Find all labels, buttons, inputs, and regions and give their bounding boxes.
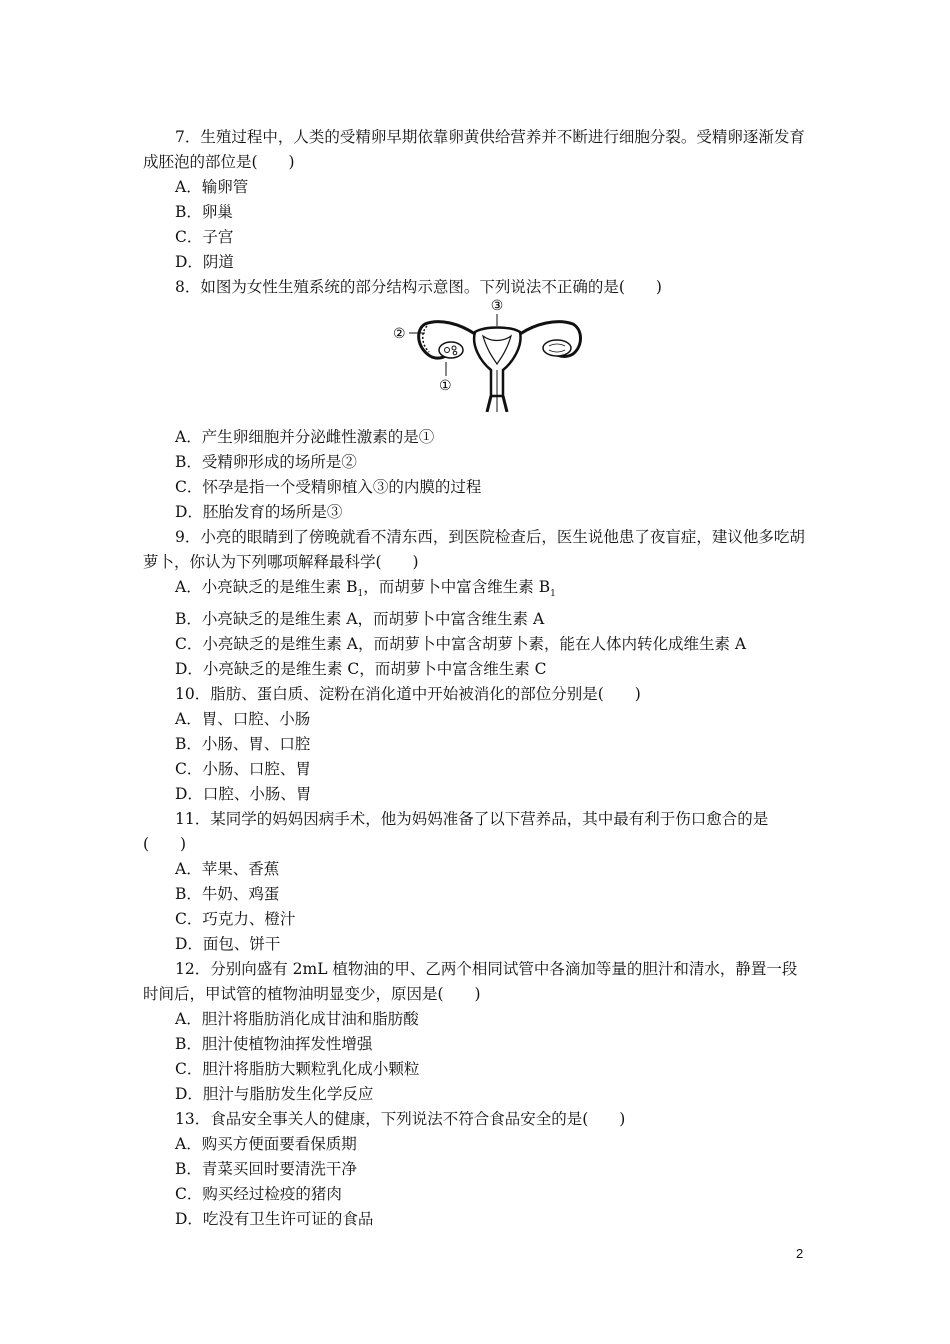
option-a: A．小亮缺乏的是维生素 $B_1$，而胡萝卜中富含维生素 $B_1$ <box>175 578 556 600</box>
figure-label-2: ② <box>393 326 406 342</box>
option-d: D．小亮缺乏的是维生素 C，而胡萝卜中富含维生素 C <box>175 660 547 679</box>
question-stem: 8．如图为女性生殖系统的部分结构示意图。下列说法不正确的是( ) <box>175 278 662 296</box>
option-a: A．输卵管 <box>175 178 249 196</box>
option-c: C．胆汁将脂肪大颗粒乳化成小颗粒 <box>175 1060 420 1079</box>
option-c: C．小亮缺乏的是维生素 A，而胡萝卜中富含胡萝卜素，能在人体内转化成维生素 A <box>175 635 747 654</box>
option-d: D．口腔、小肠、胃 <box>175 785 312 804</box>
option-b: B．青菜买回时要清洗干净 <box>175 1160 357 1179</box>
option-b: B．小亮缺乏的是维生素 A，而胡萝卜中富含维生素 A <box>175 610 545 629</box>
question-11 <box>143 807 810 957</box>
option-b: B．受精卵形成的场所是② <box>175 453 357 471</box>
right-ovary <box>543 340 571 356</box>
option-d: D．阴道 <box>175 253 234 271</box>
questions-9-13 <box>143 525 810 1232</box>
option-c: C．购买经过检疫的猪肉 <box>175 1185 342 1204</box>
option-b: B．牛奶、鸡蛋 <box>175 885 280 904</box>
reproductive-system-figure <box>385 296 600 412</box>
option-b: B．卵巢 <box>175 203 233 221</box>
figure-label-1: ① <box>439 378 452 394</box>
question-12 <box>143 957 810 1107</box>
option-c: C．怀孕是指一个受精卵植入③的内膜的过程 <box>175 478 482 496</box>
option-a: A．苹果、香蕉 <box>175 860 280 879</box>
question-stem: 12．分别向盛有 2mL 植物油的甲、乙两个相同试管中各滴加等量的胆汁和清水，静置一段时间后，甲试管的植物油明显变少，原因是( ) <box>143 960 798 1004</box>
option-d: D．吃没有卫生许可证的食品 <box>175 1210 374 1229</box>
question-7 <box>143 125 810 275</box>
option-a: A．产生卵细胞并分泌雌性激素的是① <box>175 428 435 446</box>
question-stem: 7．生殖过程中，人类的受精卵早期依靠卵黄供给营养并不断进行细胞分裂。受精卵逐渐发育成胚泡的部位是( ) <box>143 128 805 171</box>
option-c: C．子宫 <box>175 228 234 246</box>
question-stem: 11．某同学的妈妈因病手术，他为妈妈准备了以下营养品，其中最有利于伤口愈合的是( ) <box>143 810 769 854</box>
option-a: A．胃、口腔、小肠 <box>175 710 311 729</box>
option-a: A．购买方便面要看保质期 <box>175 1135 357 1154</box>
page-number: 2 <box>796 1246 804 1261</box>
left-ovary <box>439 342 463 358</box>
option-b: B．胆汁使植物油挥发性增强 <box>175 1035 373 1054</box>
question-stem: 9．小亮的眼睛到了傍晚就看不清东西，到医院检查后，医生说他患了夜盲症，建议他多吃胡萝卜，你认为下列哪项解释最科学( ) <box>143 528 805 571</box>
option-c: C．巧克力、橙汁 <box>175 910 296 929</box>
question-stem: 10．脂肪、蛋白质、淀粉在消化道中开始被消化的部位分别是( ) <box>175 685 641 704</box>
option-d: D．面包、饼干 <box>175 935 281 954</box>
option-a: A．胆汁将脂肪消化成甘油和脂肪酸 <box>175 1010 419 1029</box>
question-stem: 13．食品安全事关人的健康，下列说法不符合食品安全的是( ) <box>175 1110 626 1129</box>
option-d: D．胚胎发育的场所是③ <box>175 503 343 521</box>
option-b: B．小肠、胃、口腔 <box>175 735 311 754</box>
figure-label-3: ③ <box>490 298 504 314</box>
option-d: D．胆汁与脂肪发生化学反应 <box>175 1085 374 1104</box>
question-10 <box>143 682 810 807</box>
question-8-options <box>143 425 810 525</box>
question-9 <box>143 525 810 682</box>
option-c: C．小肠、口腔、胃 <box>175 760 311 779</box>
question-13 <box>143 1107 810 1232</box>
